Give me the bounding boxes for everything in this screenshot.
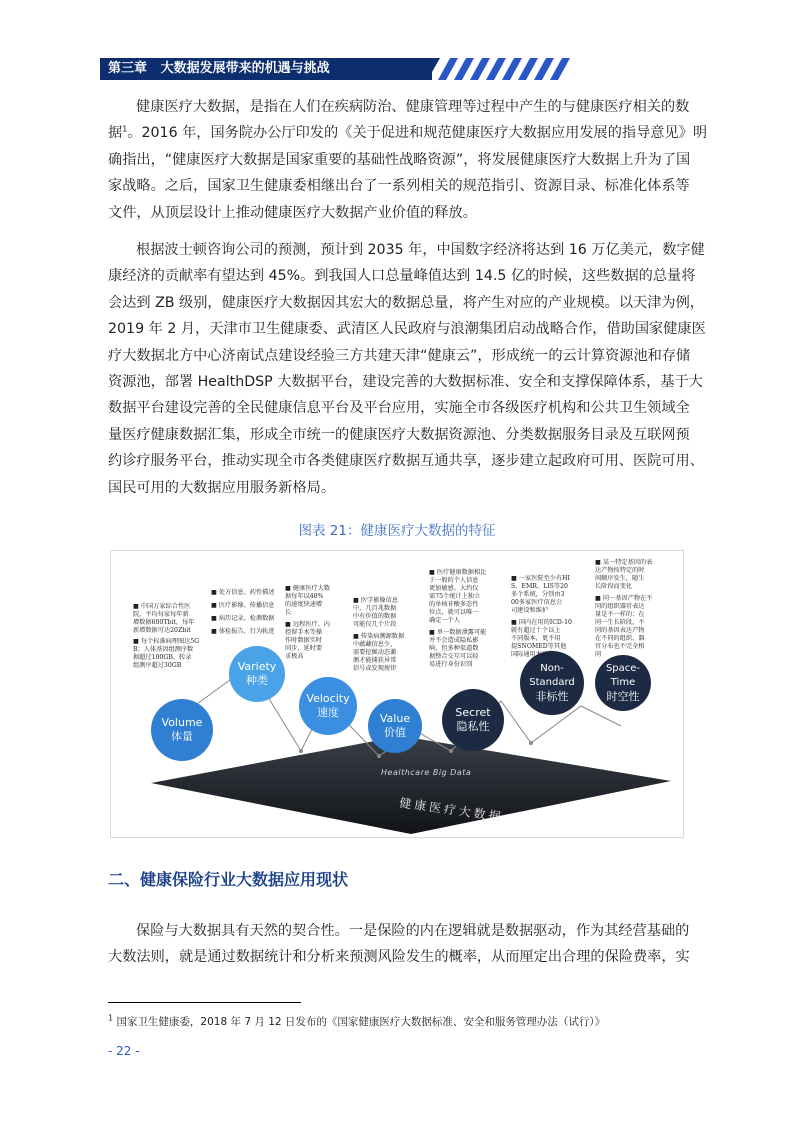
note-line: 司建设和维护: [511, 607, 549, 614]
note-line: 多个系统，分别由3: [511, 591, 565, 598]
note-line: ■ 健康医疗大数: [285, 585, 330, 592]
bubble-space-time: [595, 655, 651, 711]
note-secret: [429, 569, 486, 669]
bubble-volume: [151, 699, 213, 761]
note-line: 同: [595, 651, 602, 658]
bubble-space-time-en: Space-Time: [605, 663, 641, 688]
note-line: 不同版本，更不用: [511, 635, 561, 642]
page-number: - 22 -: [108, 1044, 140, 1058]
note-line: ■ 医疗影像、传播信息: [211, 602, 275, 609]
note-line: ■ 每个标准病理图达5G: [133, 638, 200, 645]
note-line: ■ 中国万家综合性医: [133, 603, 191, 610]
footnote-number: 1: [108, 1013, 114, 1023]
note-line: 组测序超过30GB: [133, 662, 182, 669]
note-line: 量是不一样的；在: [595, 611, 645, 618]
note-line: ■ 国内在用的ICD-10: [511, 619, 572, 626]
note-line: 需75个统计上独立: [429, 593, 481, 600]
note-line: 国际通用术语集: [511, 651, 555, 658]
note-line: 控留手术等操: [285, 629, 323, 636]
note-line: ■ 医疗健康数据相比: [429, 569, 487, 576]
note-line: 长: [285, 609, 292, 616]
note-line: 据超过100GB，转录: [133, 654, 192, 661]
bubble-space-time-cn: 时空性: [606, 690, 640, 703]
text-line: 文件，从顶层设计上推动健康医疗大数据产业价值的释放。: [108, 204, 477, 221]
paragraph-insurance: [108, 918, 690, 971]
note-line: 求极高: [285, 653, 304, 660]
note-line: 位点，就可以唯一: [429, 609, 479, 616]
bubble-velocity: [299, 677, 357, 735]
text-line: 会达到 ZB 级别，健康医疗大数据因其宏大的数据总量，将产生对应的产业规模。以天津为例，: [108, 294, 704, 311]
note-volume: [133, 603, 199, 670]
bubble-variety-cn: 种类: [246, 674, 268, 687]
note-line: 易进行身份识别: [429, 661, 473, 668]
bubble-non-standard: [520, 651, 584, 715]
text-segment: 。2016 年，国务院办公厅印发的《关于促进和规范健康医疗大数据应用发展的指导意见》明: [127, 125, 708, 142]
note-line: ■ 医学影像信息: [353, 597, 398, 604]
footnote-text: 国家卫生健康委，2018 年 7 月 12 日发布的《国家健康医疗大数据标准、安全和服务管理办法（试行）》: [116, 1016, 606, 1028]
text-line: 大数法则，就是通过数据统计和分析来预测风险发生的概率，从而厘定出合理的保险费率，实: [108, 949, 690, 966]
note-value: [353, 597, 404, 673]
note-line: ■ 处方信息、药性描述: [211, 589, 275, 596]
text-line: [108, 120, 708, 146]
note-non-standard: [511, 575, 572, 659]
note-line: ■ 远程医疗、内: [285, 621, 330, 628]
footnote-reference: 1: [122, 124, 128, 134]
note-line: 同步，延时要: [285, 645, 323, 652]
note-line: 新增数据可达20Zbit: [133, 627, 191, 634]
text-line: 约诊疗服务平台，推动实现全市各类健康医疗数据互通共享，逐步建立起政府可用、医院可用、: [108, 453, 704, 470]
base-platform: [151, 736, 671, 834]
note-line: S、EMR、LIS等20: [511, 583, 568, 590]
bubble-value: [368, 699, 422, 753]
note-line: 据整合交互可以轻: [429, 653, 479, 660]
note-line: 据每年以48%: [285, 593, 324, 600]
note-line: ■ 同一基因产物在不: [595, 595, 653, 602]
note-line: ■ 病历记录、检测数据: [211, 615, 275, 622]
text-line: 家战略。之后，国家卫生健康委相继出台了一系列相关的规范指引、资源目录、标准化体系等: [108, 178, 690, 195]
note-line: ■ 单一数据泄露可能: [429, 629, 487, 636]
health-big-data-features-figure: [110, 550, 684, 838]
footnote-divider: [108, 1002, 301, 1003]
note-line: 的单核苷酸多态性: [429, 601, 479, 608]
bubble-velocity-en: Velocity: [306, 692, 350, 705]
note-line: 就有超过十个以上: [511, 627, 561, 634]
section-title: 二、健康保险行业大数据应用现状: [108, 870, 349, 889]
note-line: 提SNOMED等其他: [511, 643, 567, 650]
note-line: ■ 一家医院至少有HI: [511, 575, 570, 582]
note-line: 同一生长阶段，不: [595, 619, 645, 626]
bubble-variety-en: Variety: [237, 660, 277, 673]
note-line: 同的组织器官表达: [595, 603, 645, 610]
base-label-en: Healthcare Big Data: [381, 768, 472, 777]
note-line: 响，但多种渠道数: [429, 645, 479, 652]
paragraph-tianjin-example: [108, 237, 706, 501]
text-line: 资源池，部署 HealthDSP 大数据平台，建设完善的大数据标准、安全和支撑保障体系，基于大: [108, 374, 703, 391]
note-line: 作时数据实时: [285, 637, 323, 644]
bubble-volume-en: Volume: [161, 716, 203, 729]
bubble-variety: [229, 646, 285, 702]
note-line: 长阶段而变化: [595, 583, 633, 590]
text-line: 2019 年 2 月，天津市卫生健康委、武清区人民政府与浪潮集团启动战略合作，借助国家健康医: [108, 321, 706, 338]
bubble-volume-cn: 体量: [171, 730, 193, 743]
base-label-cn: 健康医疗大数据: [398, 795, 505, 825]
note-variety: [211, 589, 275, 636]
note-line: 间顺序发生，随生: [595, 575, 645, 582]
text-line: 康经济的贡献率有望达到 45%。到我国人口总量峰值达到 14.5 亿的时候，这些数据的总量将: [108, 268, 696, 285]
note-line: 于一般的个人信息: [429, 577, 479, 584]
chapter-title: 第三章 大数据发展带来的机遇与挑战: [108, 61, 330, 76]
note-line: 00多家医疗信息公: [511, 599, 563, 606]
bubble-non-standard-en: Non-Standard: [529, 663, 575, 688]
text-line: 健康医疗大数据，是指在人们在疾病防治、健康管理等过程中产生的与健康医疗相关的数: [136, 99, 690, 115]
note-line: 同的基因表达产物: [595, 627, 645, 634]
header-stripe-decoration: [432, 58, 692, 80]
note-line: B；人体基因组测序数: [133, 646, 194, 653]
note-line: ■ 体检报告、行为轨迹: [211, 628, 275, 635]
note-line: 可能仅几个片段: [353, 621, 397, 628]
note-line: 需要挖掘动态激: [353, 649, 397, 656]
text-line: 量医疗健康数据汇集，形成全市统一的健康医疗大数据资源池、分类数据服务目录及互联网预: [108, 426, 690, 443]
paragraph-health-big-data-definition: [108, 94, 708, 226]
note-line: 官分布也不完全相: [595, 643, 645, 650]
bubble-secret: [442, 689, 504, 751]
text-segment: 据: [108, 125, 123, 142]
text-line: 数据平台建设完善的全民健康信息平台及平台应用，实施全市各级医疗机构和公共卫生领域全: [108, 400, 690, 417]
note-line: ■ 某一特定基因的表: [595, 559, 653, 566]
bubble-value-cn: 价值: [384, 726, 406, 739]
note-line: 测才能捕获异常: [353, 657, 397, 664]
text-line: 根据波士顿咨询公司的预测，预计到 2035 年，中国数字经济将达到 16 万亿美元，数字健: [136, 242, 705, 258]
note-line: 在不同的组织、器: [595, 635, 645, 642]
text-line: 疗大数据北方中心济南试点建设经验三方共建天津“健康云”，形成统一的云计算资源池和存储: [108, 347, 691, 364]
figure-caption: 图表 21：健康医疗大数据的特征: [298, 523, 496, 539]
note-line: 更加敏感。大约仅: [429, 585, 479, 592]
note-line: 并不会造成隐私影: [429, 637, 479, 644]
text-line: 确指出，“健康医疗大数据是国家重要的基础性战略资源”，将发展健康医疗大数据上升为了国: [108, 151, 691, 168]
bubble-value-en: Value: [379, 712, 411, 725]
note-line: 达产物按特定的时: [595, 567, 645, 574]
note-line: 的速度快速增: [285, 601, 323, 608]
note-line: 中有价值的数据: [353, 613, 397, 620]
bubble-secret-en: Secret: [455, 706, 491, 719]
note-line: 院，平均每家每年新: [133, 611, 189, 618]
note-line: 增数据600Tbit，每年: [133, 619, 195, 626]
bubble-secret-cn: 隐私性: [456, 720, 490, 733]
bubble-velocity-cn: 速度: [317, 706, 339, 719]
note-line: ■ 传染病溯源数据: [353, 633, 405, 640]
note-line: 确定一个人: [429, 617, 460, 624]
note-velocity: [285, 585, 330, 661]
note-line: 中蕴藏信息少，: [353, 641, 397, 648]
text-line: 保险与大数据具有天然的契合性。一是保险的内在逻辑就是数据驱动，作为其经营基础的: [136, 923, 690, 939]
note-line: 中，几百兆数据: [353, 605, 397, 612]
note-space-time: [595, 559, 652, 659]
bubble-non-standard-cn: 非标性: [535, 690, 569, 703]
note-line: 信号或发现规律: [353, 665, 397, 672]
footnote: [108, 1014, 605, 1029]
text-line: 国民可用的大数据应用服务新格局。: [108, 479, 336, 496]
